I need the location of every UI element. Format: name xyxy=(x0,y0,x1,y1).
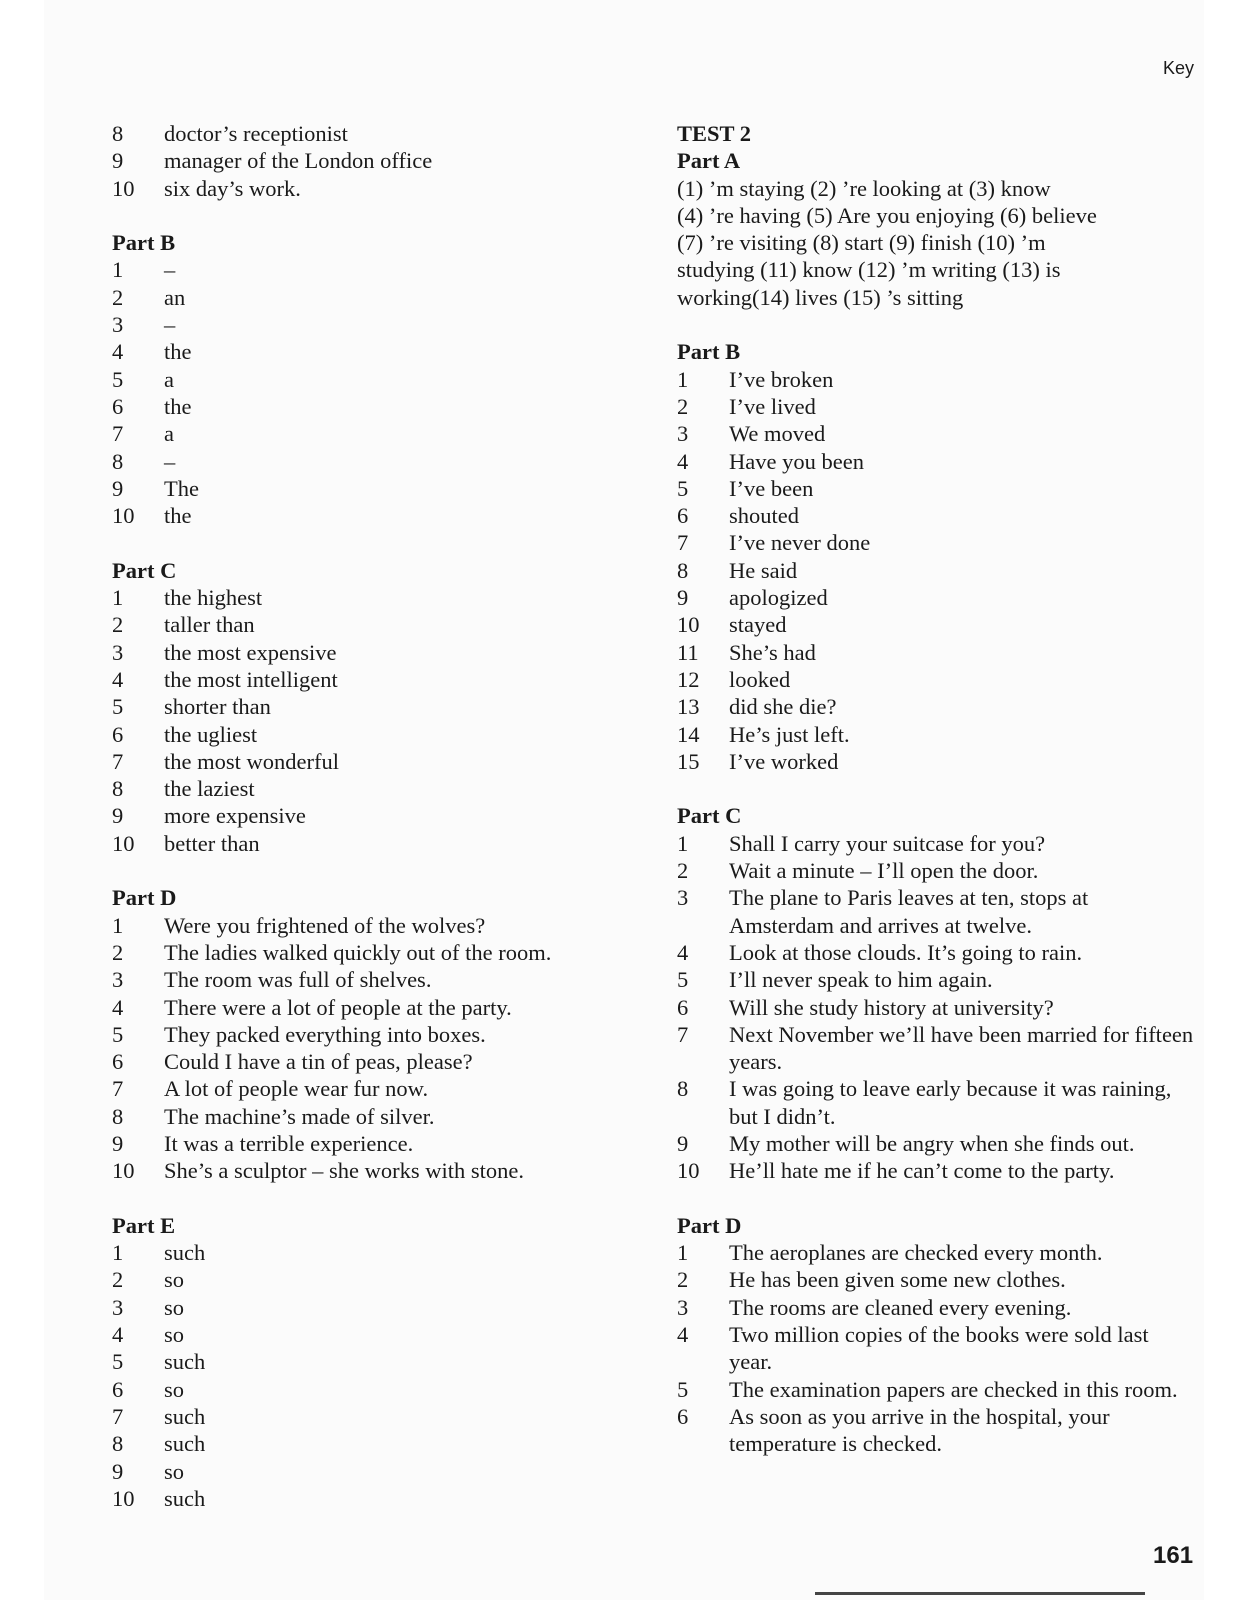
item-number: 1 xyxy=(677,830,689,856)
paragraph-line: (1) ’m staying (2) ’re looking at (3) know xyxy=(677,175,1051,201)
item-number: 2 xyxy=(112,939,124,965)
part-c-list xyxy=(677,830,1197,1185)
list-item xyxy=(112,311,632,338)
list-item xyxy=(112,1430,632,1457)
item-number: 8 xyxy=(112,121,124,146)
item-answer: – xyxy=(164,257,176,283)
list-item xyxy=(112,284,632,311)
item-answer: a xyxy=(164,366,174,392)
item-number: 9 xyxy=(112,148,124,174)
part-b-list xyxy=(677,366,1197,775)
section-heading-part-b: Part B xyxy=(677,339,741,365)
item-answer: The machine’s made of silver. xyxy=(164,1103,435,1129)
list-item xyxy=(112,1485,632,1512)
item-number: 9 xyxy=(112,1458,124,1484)
bottom-rule xyxy=(815,1592,1145,1595)
item-number: 6 xyxy=(677,1403,689,1429)
item-answer: Will she study history at university? xyxy=(729,994,1054,1020)
item-number: 2 xyxy=(677,858,689,884)
item-answer: such xyxy=(164,1240,206,1266)
left-column xyxy=(112,120,632,1512)
list-item xyxy=(112,611,632,638)
item-answer: The examination papers are checked in this room. xyxy=(729,1376,1178,1402)
section-heading-part-e: Part E xyxy=(112,1212,176,1238)
list-item xyxy=(112,966,632,993)
item-number: 7 xyxy=(677,1021,689,1047)
right-column xyxy=(677,120,1197,1458)
item-number: 4 xyxy=(112,666,124,692)
test-title: TEST 2 xyxy=(677,121,752,146)
item-number: 1 xyxy=(112,257,124,283)
item-answer: A lot of people wear fur now. xyxy=(164,1076,429,1102)
item-answer: As soon as you arrive in the hospital, your temperature is checked. xyxy=(729,1403,1110,1457)
item-answer: I’ve never done xyxy=(729,530,871,556)
item-number: 4 xyxy=(677,448,689,474)
list-item xyxy=(677,475,1197,502)
list-item xyxy=(112,1048,632,1075)
list-item xyxy=(112,830,632,857)
list-item xyxy=(677,393,1197,420)
list-item xyxy=(677,557,1197,584)
item-answer: I’ve been xyxy=(729,475,814,501)
item-answer: I’ve worked xyxy=(729,748,839,774)
list-item xyxy=(112,939,632,966)
page-number: 161 xyxy=(1153,1542,1194,1569)
item-answer: The aeroplanes are checked every month. xyxy=(729,1240,1103,1266)
item-answer: the highest xyxy=(164,585,263,611)
item-answer: did she die? xyxy=(729,694,837,720)
part-d-list xyxy=(677,1239,1197,1457)
list-item xyxy=(677,639,1197,666)
item-answer: the laziest xyxy=(164,776,255,802)
item-answer: Could I have a tin of peas, please? xyxy=(164,1049,473,1075)
item-answer: The room was full of shelves. xyxy=(164,967,432,993)
list-item xyxy=(677,884,1197,939)
list-item xyxy=(112,639,632,666)
paragraph-line: studying (11) know (12) ’m writing (13) is xyxy=(677,257,1061,283)
list-item xyxy=(112,256,632,283)
list-item xyxy=(112,994,632,1021)
item-answer: The rooms are cleaned every evening. xyxy=(729,1294,1072,1320)
item-number: 3 xyxy=(112,967,124,993)
list-item xyxy=(677,857,1197,884)
item-answer: I’ve broken xyxy=(729,366,834,392)
item-answer: looked xyxy=(729,666,791,692)
list-item xyxy=(677,748,1197,775)
item-number: 7 xyxy=(112,421,124,447)
item-number: 3 xyxy=(677,421,689,447)
item-number: 4 xyxy=(112,994,124,1020)
running-head: Key xyxy=(1163,58,1195,78)
item-number: 7 xyxy=(112,748,124,774)
list-item xyxy=(112,584,632,611)
list-item xyxy=(112,1157,632,1184)
item-number: 3 xyxy=(112,312,124,338)
paragraph-line: working(14) lives (15) ’s sitting xyxy=(677,284,964,310)
item-number: 9 xyxy=(677,1130,689,1156)
item-answer: – xyxy=(164,448,176,474)
item-answer: My mother will be angry when she finds out. xyxy=(729,1130,1135,1156)
item-number: 8 xyxy=(112,1103,124,1129)
list-item xyxy=(112,666,632,693)
list-item xyxy=(112,721,632,748)
item-answer: She’s a sculptor – she works with stone. xyxy=(164,1158,524,1184)
list-item xyxy=(677,830,1197,857)
item-number: 4 xyxy=(112,339,124,365)
list-item xyxy=(677,448,1197,475)
item-answer: stayed xyxy=(729,612,787,638)
list-item xyxy=(677,1075,1197,1130)
part-d-list xyxy=(112,912,632,1185)
item-answer: Have you been xyxy=(729,448,864,474)
item-number: 9 xyxy=(112,803,124,829)
list-item xyxy=(112,1321,632,1348)
item-answer: Look at those clouds. It’s going to rain. xyxy=(729,939,1083,965)
item-number: 10 xyxy=(112,830,135,856)
item-number: 8 xyxy=(112,448,124,474)
item-answer: Next November we’ll have been married for fifteen years. xyxy=(729,1021,1194,1075)
list-item xyxy=(112,448,632,475)
section-heading-part-c: Part C xyxy=(677,803,742,829)
item-answer: more expensive xyxy=(164,803,306,829)
item-answer: an xyxy=(164,284,186,310)
item-number: 3 xyxy=(112,1294,124,1320)
item-answer: a xyxy=(164,421,174,447)
item-number: 1 xyxy=(112,1240,124,1266)
item-number: 5 xyxy=(112,366,124,392)
list-item xyxy=(677,584,1197,611)
item-answer: Were you frightened of the wolves? xyxy=(164,912,486,938)
part-a-paragraph xyxy=(677,175,1197,311)
item-number: 1 xyxy=(677,1240,689,1266)
item-number: 10 xyxy=(677,1158,700,1184)
item-answer: We moved xyxy=(729,421,826,447)
list-item xyxy=(112,420,632,447)
item-number: 3 xyxy=(112,639,124,665)
item-answer: such xyxy=(164,1485,206,1511)
item-answer: the most expensive xyxy=(164,639,337,665)
list-item xyxy=(677,721,1197,748)
list-item xyxy=(112,1130,632,1157)
list-item xyxy=(677,666,1197,693)
item-answer: such xyxy=(164,1349,206,1375)
item-answer: the xyxy=(164,393,192,419)
item-number: 2 xyxy=(112,1267,124,1293)
item-number: 6 xyxy=(112,393,124,419)
item-answer: The plane to Paris leaves at ten, stops at Amsterdam and arrives at twelve. xyxy=(729,885,1089,938)
list-item xyxy=(677,1130,1197,1157)
list-item xyxy=(112,475,632,502)
list-item xyxy=(112,175,632,202)
item-number: 2 xyxy=(677,393,689,419)
section-heading-part-d: Part D xyxy=(112,885,177,911)
item-number: 3 xyxy=(677,1294,689,1320)
item-answer: There were a lot of people at the party. xyxy=(164,994,512,1020)
list-item xyxy=(112,1294,632,1321)
item-number: 15 xyxy=(677,748,700,774)
item-number: 8 xyxy=(677,1076,689,1102)
list-item xyxy=(112,1403,632,1430)
list-item xyxy=(677,966,1197,993)
list-item xyxy=(677,1403,1197,1458)
item-number: 8 xyxy=(677,557,689,583)
item-number: 2 xyxy=(112,612,124,638)
item-number: 13 xyxy=(677,694,700,720)
item-number: 7 xyxy=(677,530,689,556)
item-answer: such xyxy=(164,1403,206,1429)
list-item xyxy=(112,693,632,720)
item-answer: It was a terrible experience. xyxy=(164,1130,414,1156)
list-item xyxy=(112,502,632,529)
list-item xyxy=(112,393,632,420)
list-item xyxy=(112,1103,632,1130)
item-number: 6 xyxy=(112,1049,124,1075)
list-item xyxy=(112,802,632,829)
item-answer: so xyxy=(164,1458,185,1484)
paragraph-line: (7) ’re visiting (8) start (9) finish (10) ’m xyxy=(677,230,1046,256)
list-item xyxy=(112,366,632,393)
item-number: 12 xyxy=(677,666,700,692)
item-number: 1 xyxy=(112,585,124,611)
list-item xyxy=(677,366,1197,393)
item-answer: The xyxy=(164,475,199,501)
item-number: 2 xyxy=(677,1267,689,1293)
item-answer: so xyxy=(164,1322,185,1348)
list-item xyxy=(677,1239,1197,1266)
item-number: 6 xyxy=(112,1376,124,1402)
list-item xyxy=(677,1266,1197,1293)
item-answer: I’ll never speak to him again. xyxy=(729,967,993,993)
item-answer: the ugliest xyxy=(164,721,258,747)
list-item xyxy=(677,1294,1197,1321)
item-number: 5 xyxy=(677,1376,689,1402)
item-number: 9 xyxy=(677,585,689,611)
item-answer: I was going to leave early because it was raining, but I didn’t. xyxy=(729,1076,1172,1129)
list-item xyxy=(112,1239,632,1266)
item-number: 10 xyxy=(112,1485,135,1511)
section-heading-part-b: Part B xyxy=(112,230,176,256)
item-number: 1 xyxy=(112,912,124,938)
item-number: 8 xyxy=(112,776,124,802)
item-answer: the most intelligent xyxy=(164,666,338,692)
item-answer: Shall I carry your suitcase for you? xyxy=(729,830,1046,856)
list-item xyxy=(112,775,632,802)
item-answer: He’ll hate me if he can’t come to the party. xyxy=(729,1158,1115,1184)
item-number: 5 xyxy=(677,475,689,501)
item-number: 10 xyxy=(677,612,700,638)
item-answer: – xyxy=(164,312,176,338)
list-item xyxy=(112,912,632,939)
list-item xyxy=(677,529,1197,556)
item-number: 5 xyxy=(112,1349,124,1375)
section-heading-part-d: Part D xyxy=(677,1212,742,1238)
item-number: 4 xyxy=(677,939,689,965)
item-number: 10 xyxy=(112,1158,135,1184)
part-b-list xyxy=(112,256,632,529)
item-number: 6 xyxy=(112,721,124,747)
item-answer: She’s had xyxy=(729,639,816,665)
part-e-list xyxy=(112,1239,632,1512)
list-item xyxy=(677,1321,1197,1376)
item-answer: so xyxy=(164,1376,185,1402)
item-answer: so xyxy=(164,1267,185,1293)
list-item xyxy=(112,1376,632,1403)
item-number: 4 xyxy=(677,1322,689,1348)
item-number: 5 xyxy=(677,967,689,993)
item-answer: the most wonderful xyxy=(164,748,339,774)
item-number: 11 xyxy=(677,639,699,665)
list-item xyxy=(677,939,1197,966)
list-item xyxy=(112,120,632,147)
item-answer: doctor’s receptionist xyxy=(164,121,348,146)
list-item xyxy=(112,748,632,775)
item-answer: shorter than xyxy=(164,694,271,720)
item-number: 5 xyxy=(112,694,124,720)
list-item xyxy=(112,1458,632,1485)
item-answer: He’s just left. xyxy=(729,721,850,747)
section-heading-part-a: Part A xyxy=(677,148,741,174)
item-number: 9 xyxy=(112,1130,124,1156)
list-item xyxy=(112,147,632,174)
list-item xyxy=(677,693,1197,720)
continued-list xyxy=(112,120,632,202)
item-answer: better than xyxy=(164,830,260,856)
item-number: 7 xyxy=(112,1076,124,1102)
list-item xyxy=(677,502,1197,529)
item-answer: Wait a minute – I’ll open the door. xyxy=(729,858,1039,884)
item-number: 5 xyxy=(112,1021,124,1047)
list-item xyxy=(112,1075,632,1102)
item-answer: The ladies walked quickly out of the room. xyxy=(164,939,552,965)
item-number: 10 xyxy=(112,503,135,529)
item-answer: six day’s work. xyxy=(164,175,301,201)
item-number: 7 xyxy=(112,1403,124,1429)
item-number: 1 xyxy=(677,366,689,392)
paragraph-line: (4) ’re having (5) Are you enjoying (6) believe xyxy=(677,202,1097,228)
item-answer: They packed everything into boxes. xyxy=(164,1021,486,1047)
list-item xyxy=(112,338,632,365)
item-answer: the xyxy=(164,339,192,365)
list-item xyxy=(677,611,1197,638)
item-number: 8 xyxy=(112,1431,124,1457)
item-answer: I’ve lived xyxy=(729,393,816,419)
item-number: 10 xyxy=(112,175,135,201)
item-number: 14 xyxy=(677,721,700,747)
list-item xyxy=(677,420,1197,447)
item-answer: manager of the London office xyxy=(164,148,433,174)
item-answer: He has been given some new clothes. xyxy=(729,1267,1066,1293)
part-c-list xyxy=(112,584,632,857)
section-heading-part-c: Part C xyxy=(112,557,177,583)
list-item xyxy=(677,994,1197,1021)
item-answer: shouted xyxy=(729,503,799,529)
item-answer: the xyxy=(164,503,192,529)
item-answer: He said xyxy=(729,557,798,583)
item-number: 2 xyxy=(112,284,124,310)
list-item xyxy=(112,1348,632,1375)
item-number: 3 xyxy=(677,885,689,911)
item-number: 6 xyxy=(677,503,689,529)
item-answer: apologized xyxy=(729,585,828,611)
item-answer: taller than xyxy=(164,612,255,638)
list-item xyxy=(677,1021,1197,1076)
item-number: 4 xyxy=(112,1322,124,1348)
list-item xyxy=(677,1376,1197,1403)
list-item xyxy=(677,1157,1197,1184)
item-answer: so xyxy=(164,1294,185,1320)
list-item xyxy=(112,1266,632,1293)
list-item xyxy=(112,1021,632,1048)
item-answer: Two million copies of the books were sold last year. xyxy=(729,1322,1149,1375)
item-number: 6 xyxy=(677,994,689,1020)
item-answer: such xyxy=(164,1431,206,1457)
item-number: 9 xyxy=(112,475,124,501)
